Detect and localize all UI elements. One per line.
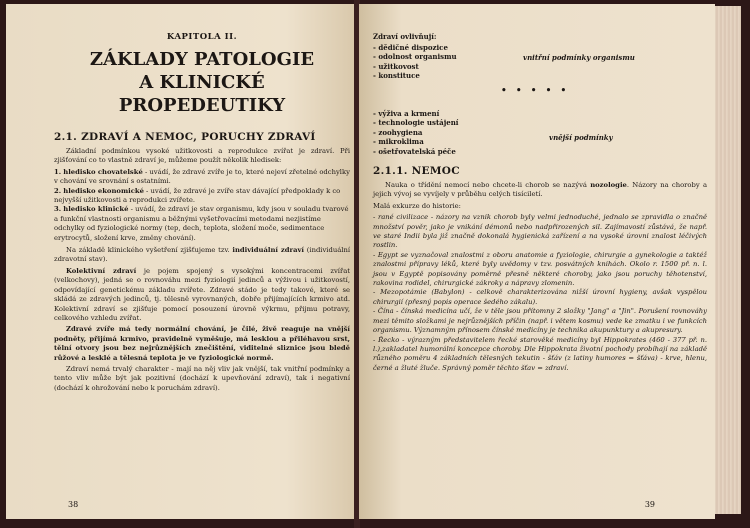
factors-diagram — [373, 43, 707, 161]
factor-text: ošetřovatelská péče — [378, 146, 456, 156]
page-number: 39 — [644, 500, 655, 509]
chapter-title-line2: A KLINICKÉ PROPEDEUTIKY — [118, 72, 286, 116]
factors-heading: Zdraví ovlivňují: — [373, 32, 437, 41]
factor-text: zoohygiena — [378, 127, 423, 137]
viewpoint-list — [54, 168, 350, 243]
list-item: - mikroklima — [373, 137, 424, 147]
factor-text: dědičné dispozice — [378, 43, 448, 52]
factor-text: technologie ustájení — [378, 118, 459, 128]
paragraph-individual-health — [54, 246, 350, 265]
internal-factors-list — [373, 43, 457, 81]
list-term: hledisko chovatelské — [63, 167, 143, 176]
factor-text: konstituce — [378, 71, 420, 81]
list-item: - dědičné dispozice — [373, 43, 448, 52]
history-item: - Řecko - výrazným představitelem řecké starověké medicíny byl Hippokrates (460 - 377 př. n. l.),zakladatel humorální koncepce choroby. Dle Hippokrata životní pochody probíhají na základě různého poměru 4 základních tělesných tekutin - šťáv (z latiny humores = šťáva) - krve, hlenu, černé a žluté žluče. Správný poměr těchto šťav = zdraví. — [373, 335, 707, 372]
list-item: - užitkovost — [373, 61, 419, 71]
bold-term: Kolektivní zdraví — [66, 266, 137, 275]
chapter-title — [54, 48, 350, 117]
text-run: Nauka o třídění nemocí nebo chcete-li chorob se nazývá — [385, 181, 591, 189]
text-run: je pojem spojený s vysokými koncentracemi zvířat (velkochovy), jedná se o rovnováhu mezi fyziologií jedinců a výživou i užitkovostí, odpovídající genetickému základu zvířete. Zdravé stádo je tedy takové, které se skládá ze zdravých jedinců, tj. tělesně vyrovnaných, dobře přijímajících krmivo atd. Kolektivní zdraví se zjišťuje pomocí posouzení úrovně výkrmu, přijmu potravy, celkového vzhledu zvířat. — [54, 266, 350, 322]
list-item: - technologie ustájení — [373, 118, 459, 128]
intro-paragraph: Základní podmínkou vysoké užitkovosti a reprodukce zvířat je zdraví. Při zjišťování co to vlastně zdraví je, můžeme použít několik hledisek: — [54, 147, 350, 165]
list-term: hledisko klinické — [63, 205, 129, 214]
factor-text: odolnost organismu — [378, 52, 457, 62]
right-page — [359, 4, 715, 519]
external-conditions-label: vnější podmínky — [549, 133, 613, 142]
history-intro: Malá exkurze do historie: — [373, 201, 461, 210]
factor-text: výživa a krmení — [378, 109, 440, 118]
history-item: - Čína - čínská medicína učí, že v těle jsou přítomny 2 složky "Jang" a "Jin". Porušení rovnováhy mezi těmito složkami je nejrůznějších příčin (např. i větem kosmu) vede ke zmatku i ve funkcích organismu. Významným přínosem čínské medicíny je technika akupunktury a akupresury. — [373, 307, 707, 335]
list-item: - konstituce — [373, 71, 420, 81]
list-number: 3. — [54, 205, 62, 214]
list-text: - uvádí, že zdravé zvíře je to, které nejeví zřetelné odchylky v chování ve srovnání s ostatními. — [54, 167, 350, 186]
section-heading-nemoc: 2.1.1. NEMOC — [373, 165, 460, 177]
list-item: - odolnost organismu — [373, 52, 457, 62]
bold-term: nozologie — [590, 181, 627, 189]
text-run: . Názory na choroby a jejich vývoj se vyvíjely v průběhu celých tisíciletí. — [373, 181, 707, 199]
list-item: - ošetřovatelská péče — [373, 146, 456, 156]
list-item — [54, 168, 350, 187]
paragraph-collective-health — [54, 267, 350, 323]
history-item: - Mezopotámie (Babylon) - celkově charakterizována nižší úrovní hygieny, avšak vyspělou chirurgií (přesný popis operace šedého zákalu). — [373, 288, 707, 306]
left-page — [6, 4, 356, 519]
list-item: - zoohygiena — [373, 127, 423, 137]
paragraph-nosology — [373, 181, 707, 200]
list-item — [54, 187, 350, 206]
list-text: - uvádí, že zdravé je zvíře stav dávající předpoklady k co nejvyšší užitkovosti a reprodukci zvířete. — [54, 186, 341, 205]
bold-term: individuální zdraví — [232, 246, 305, 255]
external-factors-list — [373, 109, 458, 156]
paragraph-health-conditions: Zdraví nemá trvalý charakter - mají na něj vliv jak vnější, tak vnitřní podmínky a tento vliv může být jak pozitivní (dochází k upevňování zdraví), tak i negativní (dochází k ohrožování nebo k poruchám zdraví). — [54, 364, 350, 392]
list-number: 2. — [54, 186, 62, 195]
page-number: 38 — [68, 500, 79, 509]
history-item: - Egypt se vyznačoval znalostmi z oboru anatomie a fyziologie, chirurgie a gynekologie a taktéž znalostmi přípravy léků, které byly uvědomy v tzv. posvátných knihách. Okolo r. 1500 př. n. l. jsou v Egyptě popisovány poměrně přesně některé choroby, jako jsou poruchy těhotenství, rakovina rodidel, chirurgické zákroky a nápravy zlomenin. — [373, 250, 707, 288]
text-run: Na základě klinického vyšetření zjišťujeme tzv. — [66, 246, 233, 255]
paragraph-healthy-animal: Zdravé zvíře má tedy normální chování, je čilé, živě reaguje na vnější podněty, přijímá krmivo, pravidelně vyměšuje, má lesklou a přiléhavou srst, tělní otvory jsou bez nejrůznějších znečištění, viditelné sliznice jsou bledě růžové a lesklé a tělesná teplota je ve fyziologické normě. — [54, 325, 350, 362]
factor-text: užitkovost — [378, 61, 419, 71]
list-item: - výživa a krmení — [373, 109, 440, 118]
list-item — [54, 205, 350, 243]
list-number: 1. — [54, 167, 62, 176]
chapter-label: KAPITOLA II. — [166, 32, 238, 42]
section-heading: 2.1. ZDRAVÍ A NEMOC, PORUCHY ZDRAVÍ — [54, 131, 316, 143]
text-run: (individuální zdravotní stav). — [54, 246, 350, 264]
factor-text: mikroklima — [378, 137, 424, 147]
list-text: - uvádí, že zdraví je stav organismu, kdy jsou v souladu tvarové a funkční vlastnosti organismu a běžnými vyšetřovacími metodami nezjistíme odchylky od fyziologické normy (tep, dech, teplota, složení moče, sedimentace erytrocytů, složení krve, změny chování). — [54, 205, 349, 242]
chapter-title-line1: ZÁKLADY PATOLOGIE — [89, 49, 315, 70]
list-term: hledisko ekonomické — [63, 186, 144, 195]
history-item: - rané civilizace - názory na vznik chorob byly velmi jednoduché, jednalo se zpravidla o značně množství pověr, jako je vnikání démonů nebo nadpřirozených sil. Zajímavostí zůstává, že např. ve staré Indii byla již značně dokonalá hygienická zařízení a na vysoké úrovni znalost léčivých rostlin. — [373, 213, 707, 250]
page-edges — [715, 6, 741, 514]
internal-conditions-label: vnitřní podmínky organismu — [523, 53, 635, 62]
separator-dots: • • • • • — [501, 86, 570, 96]
